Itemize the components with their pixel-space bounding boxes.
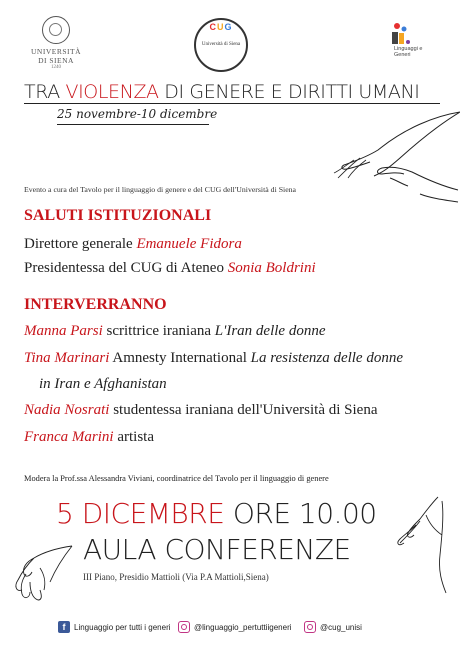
saluti-row: Direttore generale Emanuele Fidora [24,236,242,252]
hands-illustration-top [330,110,460,205]
hand-illustration-bottom-right [380,495,460,595]
speaker-row: Tina Marinari Amnesty International La resistenza delle donne [24,350,403,366]
event-dates: 25 novembre-10 dicembre [57,107,218,121]
event-organizer-note: Evento a cura del Tavolo per il linguaggio di genere e del CUG dell'Università di Siena [24,185,297,194]
instagram-icon [178,621,190,633]
speaker-row: Nadia Nosrati studentessa iraniana dell'Università di Siena [24,402,378,418]
unisi-name-line2: DI SIENA [38,56,74,65]
title-underline [24,103,440,104]
speaker-row: Franca Marini artista [24,429,154,445]
facebook-handle: Linguaggio per tutti i generi [74,622,171,632]
cug-subtitle: Università di Siena [201,42,241,47]
page-title: TRA VIOLENZA DI GENERE E DIRITTI UMANI [24,81,420,103]
dates-underline [57,124,209,125]
interventi-heading: INTERVERRANNO [24,296,167,313]
footer-instagram-cug[interactable] [304,621,362,633]
hand-illustration-bottom-left [0,538,80,618]
instagram-handle: @linguaggio_pertuttiigeneri [194,622,292,632]
linguaggi-generi-icon [384,20,434,70]
unisi-seal-icon [42,16,70,44]
facebook-icon: f [58,621,70,633]
event-address: III Piano, Presidio Mattioli (Via P.A Mattioli,Siena) [83,572,269,582]
instagram-handle: @cug_unisi [320,622,362,632]
event-location: AULA CONFERENZE [83,533,351,566]
cug-letters: CUG [209,22,233,32]
speaker-row: Manna Parsi scrittrice iraniana L'Iran delle donne [24,323,326,339]
unisi-logo [20,16,92,70]
instagram-icon [304,621,316,633]
moderator-note: Modera la Prof.ssa Alessandra Viviani, coordinatrice del Tavolo per il linguaggio di genere [24,474,329,483]
saluti-heading: SALUTI ISTITUZIONALI [24,207,212,224]
footer-instagram-linguaggio[interactable] [178,621,292,633]
unisi-name-line1: UNIVERSITÀ [31,47,81,56]
saluti-row: Presidentessa del CUG di Ateneo Sonia Boldrini [24,260,316,276]
unisi-year: 1240 [51,65,61,70]
event-date-time: 5 DICEMBRE ORE 10.00 [56,497,377,530]
cug-logo [194,18,248,72]
speaker-row-continuation: in Iran e Afghanistan [39,376,167,392]
linguaggi-generi-logo [384,20,434,70]
footer-facebook[interactable] [58,621,171,633]
linguaggi-generi-text: Linguaggi e Generi [394,46,423,58]
